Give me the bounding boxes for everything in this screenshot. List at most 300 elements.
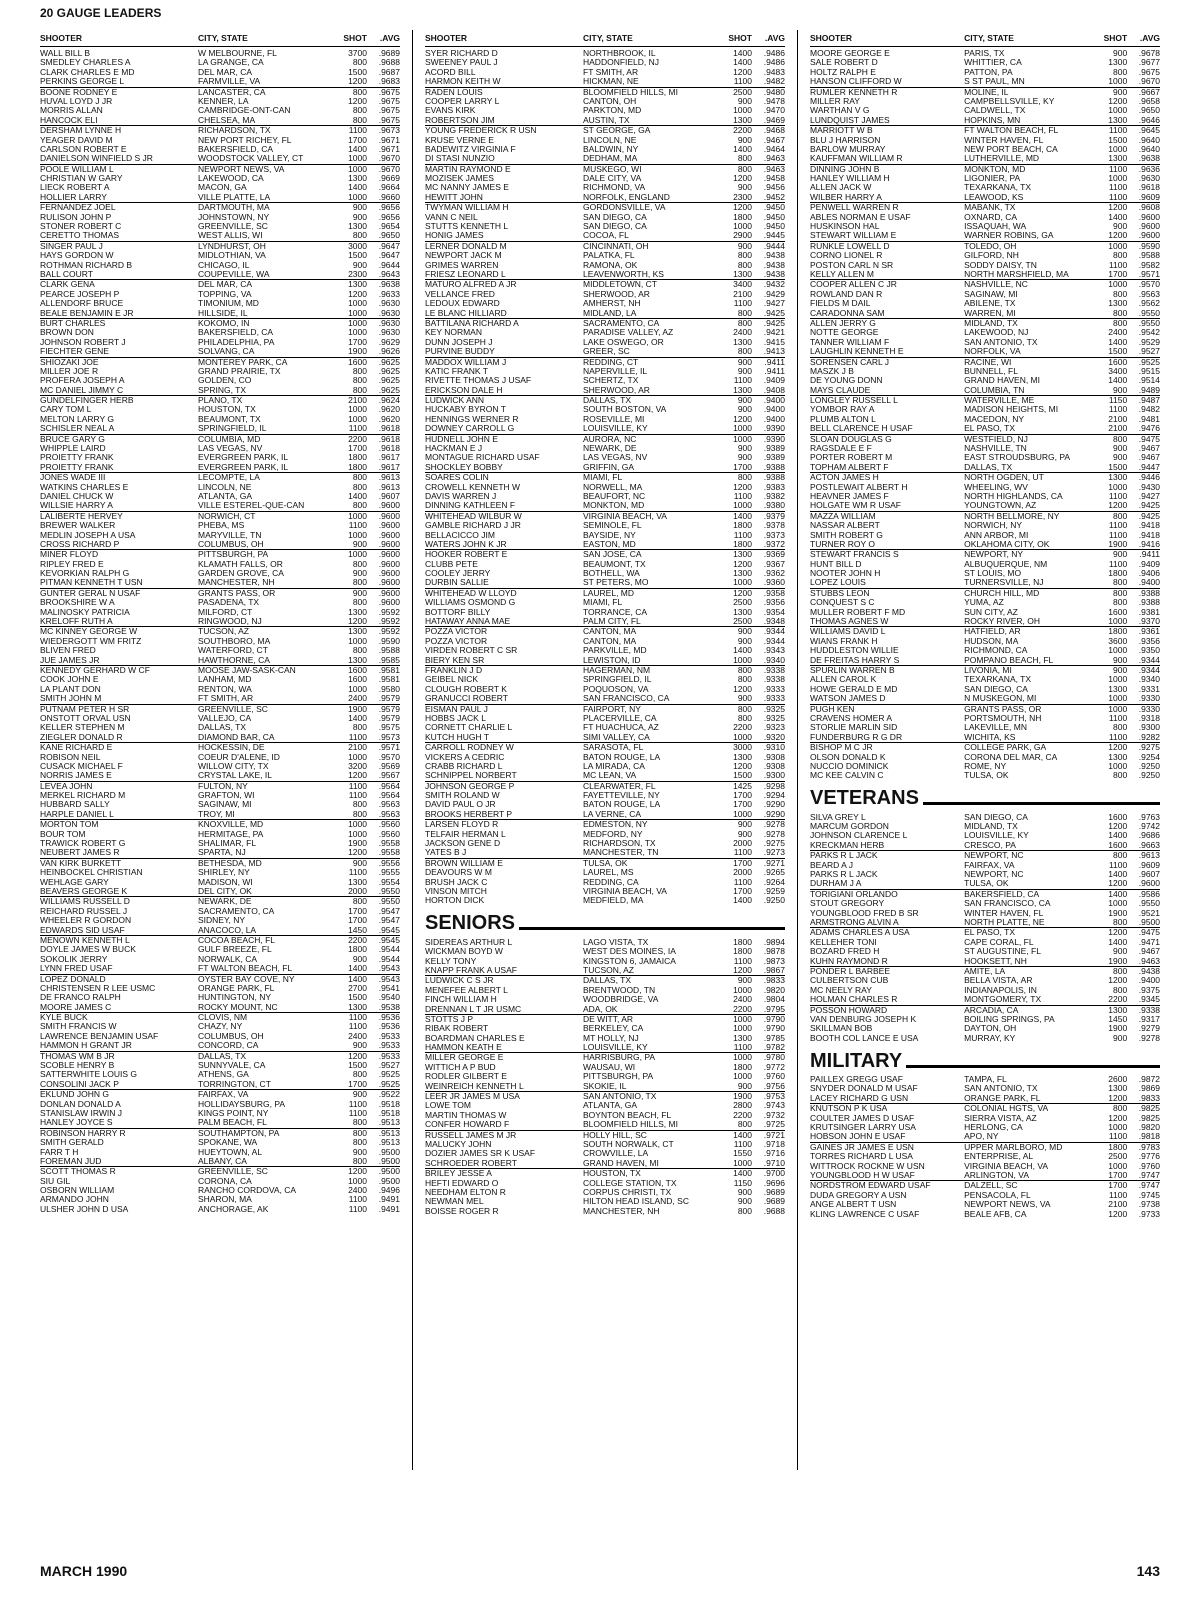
shot-count: 1000 <box>348 549 367 560</box>
shooter-name: RUSSELL JAMES M JR <box>425 1130 517 1140</box>
table-row <box>425 1053 785 1062</box>
shooter-name: LUDWICK C S JR <box>425 976 494 986</box>
shooter-name: PLUMB ALTON L <box>810 414 876 424</box>
average: .9756 <box>763 1080 785 1091</box>
average: .9542 <box>1138 327 1160 338</box>
table-row <box>425 126 785 135</box>
average: .9378 <box>763 520 785 531</box>
shot-count: 1800 <box>733 538 752 549</box>
shot-count: 1200 <box>1108 927 1128 938</box>
shot-count: 900 <box>1113 221 1128 232</box>
shooter-city: AUSTIN, TX <box>583 115 630 125</box>
table-row <box>40 598 400 607</box>
table-row <box>40 492 400 501</box>
shooter-city: LAS VEGAS, NV <box>198 444 263 454</box>
shooter-name: COOK JOHN E <box>40 675 99 685</box>
shooter-name: YOUNGBLOOD FRED B SR <box>810 908 919 918</box>
shot-count: 1200 <box>733 964 752 975</box>
shooter-city: MANCHESTER, NH <box>198 578 275 588</box>
average: .9638 <box>378 279 400 290</box>
table-row <box>810 1024 1160 1033</box>
table-row <box>425 705 785 714</box>
shooter-city: CAPE CORAL, FL <box>964 937 1034 947</box>
shot-count: 1000 <box>348 404 367 415</box>
shot-count: 1000 <box>733 500 752 511</box>
shooter-city: AURORA, NC <box>583 434 637 444</box>
shooter-city: HERMITAGE, PA <box>198 829 264 839</box>
average: .9338 <box>1138 1004 1160 1015</box>
shooter-name: MAYS CLAUDE <box>810 385 871 395</box>
table-row <box>40 435 400 444</box>
table-row <box>425 1024 785 1033</box>
shot-count: 900 <box>737 635 752 646</box>
shot-count: 1300 <box>348 279 367 290</box>
table-row <box>425 753 785 762</box>
table-row <box>40 936 400 945</box>
shot-count: 900 <box>737 626 752 637</box>
shooter-name: WHIPPLE LAIRD <box>40 444 106 454</box>
shooter-name: STOTTS J P <box>425 1014 474 1024</box>
header-city: CITY, STATE <box>964 33 1014 43</box>
shooter-name: ANGE ALBERT T USN <box>810 1200 897 1210</box>
average: .9804 <box>763 994 785 1005</box>
average: .9570 <box>1138 279 1160 290</box>
shot-count: 1100 <box>348 1021 367 1032</box>
average: .9600 <box>378 558 400 569</box>
shot-count: 2600 <box>1108 1074 1128 1085</box>
average: .9547 <box>378 905 400 916</box>
table-row <box>40 993 400 1002</box>
shooter-name: SMITH ROBERT G <box>810 530 883 540</box>
table-row <box>810 578 1160 588</box>
shot-count: 1200 <box>733 683 752 694</box>
shot-count: 1000 <box>733 1071 752 1082</box>
average: .9686 <box>1138 830 1160 841</box>
average: .9400 <box>1138 577 1160 588</box>
table-row <box>40 694 400 704</box>
shooter-name: COOPER ALLEN C JR <box>810 280 897 290</box>
shooter-name: MOORE JAMES C <box>40 1002 112 1012</box>
shot-count: 1700 <box>1108 268 1128 279</box>
shot-count: 900 <box>352 538 367 549</box>
shot-count: 800 <box>737 250 752 261</box>
shooter-name: THOMAS WM B JR <box>40 1051 115 1061</box>
average: .9541 <box>378 982 400 993</box>
shooter-city: FULTON, NY <box>198 781 248 791</box>
table-row <box>40 376 400 385</box>
average: .9432 <box>763 279 785 290</box>
average: .9590 <box>1138 240 1160 251</box>
shooter-city: COEUR D'ALENE, ID <box>198 752 280 762</box>
shooter-name: GAMBLE RICHARD J JR <box>425 521 521 531</box>
shooter-name: BOARDMAN CHARLES E <box>425 1033 525 1043</box>
shooter-city: PHEBA, MS <box>198 521 245 531</box>
shooter-city: BALDWIN, NY <box>583 144 639 154</box>
shooter-name: MASZK J B <box>810 366 854 376</box>
shot-count: 2200 <box>733 125 752 136</box>
shooter-city: GILFORD, NH <box>964 251 1019 261</box>
average: .9613 <box>1138 850 1160 861</box>
shooter-city: CHURCH HILL, MD <box>964 588 1040 598</box>
table-row <box>425 820 785 829</box>
shooter-city: NORTH MARSHFIELD, MA <box>964 269 1069 279</box>
shooter-city: LOUISVILLE, KY <box>964 831 1029 841</box>
average: .9640 <box>1138 134 1160 145</box>
shooter-city: BRENTWOOD, TN <box>583 985 656 995</box>
shot-count: 1000 <box>348 307 367 318</box>
shooter-name: COOLEY JERRY <box>425 569 491 579</box>
shooter-name: RULISON JOHN P <box>40 212 112 222</box>
shooter-city: CANTON, OH <box>583 96 637 106</box>
average: .9543 <box>378 973 400 984</box>
average: .9677 <box>1138 57 1160 68</box>
average: .9456 <box>763 182 785 193</box>
average: .9878 <box>763 946 785 957</box>
shooter-city: COLLEGE STATION, TX <box>583 1178 677 1188</box>
shot-count: 1700 <box>348 1078 367 1089</box>
shooter-name: RADEN LOUIS <box>425 87 483 97</box>
average: .9624 <box>378 395 400 406</box>
average: .9644 <box>378 259 400 270</box>
shooter-city: PORTSMOUTH, NH <box>964 713 1042 723</box>
average: .9630 <box>378 327 400 338</box>
table-row <box>425 492 785 501</box>
average: .9491 <box>378 1203 400 1214</box>
shot-count: 1900 <box>348 703 367 714</box>
average: .9873 <box>763 955 785 966</box>
shooter-city: WHITTIER, CA <box>964 58 1022 68</box>
table-row <box>425 540 785 550</box>
shooter-name: STUTTS KENNETH L <box>425 222 509 232</box>
shooter-name: DOZIER JAMES SR K USAF <box>425 1149 536 1159</box>
shooter-city: JOHNSTOWN, NY <box>198 212 270 222</box>
average: .9480 <box>763 86 785 97</box>
shot-count: 900 <box>737 365 752 376</box>
average: .9607 <box>1138 869 1160 880</box>
table-row <box>40 531 400 540</box>
shot-count: 1300 <box>1108 57 1128 68</box>
average: .9333 <box>763 683 785 694</box>
shooter-name: KELLER STEPHEN M <box>40 723 125 733</box>
shooter-name: DI STASI NUNZIO <box>425 154 495 164</box>
shooter-name: OSBORN WILLIAM <box>40 1186 115 1196</box>
table-row <box>40 926 400 936</box>
shooter-name: LUNDQUIST JAMES <box>810 115 890 125</box>
table-row <box>810 309 1160 319</box>
shooter-name: ARMANDO JOHN <box>40 1195 109 1205</box>
shooter-name: BOTTORF BILLY <box>425 607 491 617</box>
shooter-name: CULBERTSON CUB <box>810 976 889 986</box>
shooter-city: SPRING, TX <box>198 385 247 395</box>
shooter-name: ERICKSON DALE H <box>425 385 503 395</box>
shot-count: 800 <box>1113 722 1128 733</box>
shot-count: 800 <box>737 317 752 328</box>
shooter-name: SORENSEN CARL J <box>810 357 890 367</box>
shooter-name: FERNANDEZ JOEL <box>40 203 116 213</box>
average: .9361 <box>1138 626 1160 637</box>
shooter-city: SHALIMAR, FL <box>198 839 257 849</box>
shooter-name: BALL COURT <box>40 269 93 279</box>
table-row <box>40 955 400 964</box>
average: .9600 <box>378 529 400 540</box>
average: .9790 <box>763 1023 785 1034</box>
table-row <box>40 782 400 791</box>
shooter-city: CORONA DEL MAR, CA <box>964 752 1058 762</box>
average: .9588 <box>1138 250 1160 261</box>
average: .9618 <box>1138 182 1160 193</box>
shooter-city: VIRGINIA BEACH, VA <box>583 511 667 521</box>
shooter-city: GRAND HAVEN, MI <box>964 376 1041 386</box>
average: .9411 <box>764 356 785 367</box>
average: .9298 <box>763 780 785 791</box>
shot-count: 1100 <box>1108 490 1128 501</box>
shooter-name: DAVIS WARREN J <box>425 491 497 501</box>
shooter-city: GARDEN GROVE, CA <box>198 569 284 579</box>
shot-count: 3400 <box>733 279 752 290</box>
shot-count: 900 <box>737 240 752 251</box>
average: .9738 <box>1138 1199 1160 1210</box>
table-row <box>425 251 785 260</box>
table-row <box>40 396 400 405</box>
shooter-name: LAUGHLIN KENNETH E <box>810 347 904 357</box>
shot-count: 1100 <box>733 375 752 386</box>
average: .9689 <box>763 1196 785 1207</box>
table-row <box>425 627 785 636</box>
shooter-name: TURNER ROY O <box>810 539 876 549</box>
shooter-name: SMEDLEY CHARLES A <box>40 58 131 68</box>
shooter-name: PUGH KEN <box>810 704 855 714</box>
average: .9389 <box>763 443 785 454</box>
shooter-city: UPPER MARLBORO, MD <box>964 1142 1063 1152</box>
table-row <box>40 1109 400 1118</box>
shooter-city: NEW PORT BEACH, CA <box>964 144 1058 154</box>
table-row <box>40 453 400 462</box>
shooter-name: BARLOW MURRAY <box>810 144 886 154</box>
shot-count: 1200 <box>733 760 752 771</box>
shooter-city: COCOA BEACH, FL <box>198 935 275 945</box>
table-row <box>425 1063 785 1072</box>
table-row <box>810 656 1160 666</box>
table-row <box>425 578 785 588</box>
average: .9362 <box>763 568 785 579</box>
shooter-city: HOUSTON, TX <box>583 1169 641 1179</box>
shooter-city: WILLOW CITY, TX <box>198 761 269 771</box>
shooter-city: HILLSIDE, IL <box>198 308 248 318</box>
average: .9278 <box>763 828 785 839</box>
shooter-name: SMITH GERALD <box>40 1138 104 1148</box>
table-row <box>425 290 785 299</box>
shooter-city: FT SMITH, AR <box>583 67 639 77</box>
shooter-city: CHAZY, NY <box>198 1022 243 1032</box>
shooter-city: CAMBRIDGE-ONT-CAN <box>198 106 291 116</box>
section-rule <box>923 802 1160 805</box>
shot-count: 1100 <box>733 1042 752 1053</box>
shot-count: 1400 <box>1108 830 1128 841</box>
shot-count: 800 <box>352 558 367 569</box>
shooter-city: BATON ROUGE, LA <box>583 752 661 762</box>
shooter-name: FOREMAN JUD <box>40 1156 102 1166</box>
shot-count: 1500 <box>348 992 367 1003</box>
shooter-name: KNUTSON P K USA <box>810 1104 888 1114</box>
average: .9475 <box>1138 927 1160 938</box>
shooter-name: KLING LAWRENCE C USAF <box>810 1209 920 1219</box>
average: .9447 <box>1138 461 1160 472</box>
average: .9562 <box>1138 298 1160 309</box>
shooter-city: LANHAM, MD <box>198 675 252 685</box>
shooter-city: ATLANTA, GA <box>583 1101 638 1111</box>
shooter-city: RICHARDSON, TX <box>583 839 656 849</box>
shot-count: 800 <box>352 722 367 733</box>
shooter-city: ROCKY RIVER, OH <box>964 617 1041 627</box>
shot-count: 1300 <box>733 1032 752 1043</box>
average: .9742 <box>1138 821 1160 832</box>
header-shot: SHOT <box>1103 33 1128 43</box>
average: .9527 <box>1138 346 1160 357</box>
table-row <box>40 270 400 280</box>
shooter-name: BATTILANA RICHARD A <box>425 318 519 328</box>
shot-count: 800 <box>1113 587 1128 598</box>
shooter-name: MENEFEE ALBERT L <box>425 985 508 995</box>
shooter-city: HOOKSETT, NH <box>964 956 1027 966</box>
shot-count: 1100 <box>348 1098 367 1109</box>
shot-count: 1100 <box>1108 859 1128 870</box>
shooter-city: ALBUQUERQUE, NM <box>964 559 1048 569</box>
average: .9563 <box>378 808 400 819</box>
shooter-name: CARADONNA SAM <box>810 308 885 318</box>
shot-count: 1700 <box>733 857 752 868</box>
table-row <box>40 1100 400 1109</box>
shooter-name: PAILLEX GREGG USAF <box>810 1075 903 1085</box>
shot-count: 1100 <box>1108 1189 1128 1200</box>
table-row <box>425 116 785 126</box>
shooter-city: LOUISVILLE, KY <box>583 1043 648 1053</box>
shot-count: 1000 <box>733 654 752 665</box>
average: .9415 <box>763 336 785 347</box>
shot-count: 1100 <box>348 1203 367 1214</box>
average: .9254 <box>1138 751 1160 762</box>
table-row <box>425 569 785 578</box>
shooter-city: COLUMBUS, OH <box>198 539 264 549</box>
shooter-name: WHITEHEAD W LLOYD <box>425 588 517 598</box>
table-row <box>40 743 400 752</box>
shooter-name: POOLE WILLIAM L <box>40 164 114 174</box>
average: .9273 <box>763 847 785 858</box>
shooter-name: SOKOLIK JERRY <box>40 954 108 964</box>
average: .9317 <box>1138 1013 1160 1024</box>
shooter-name: DURBIN SALLIE <box>425 578 489 588</box>
average: .9825 <box>1138 1103 1160 1114</box>
table-row <box>810 396 1160 405</box>
table-row <box>810 424 1160 434</box>
average: .9647 <box>378 240 400 251</box>
table-row <box>40 1167 400 1176</box>
shooter-city: BAKERSFIELD, CA <box>198 328 274 338</box>
shooter-name: MILLER JOE R <box>40 366 99 376</box>
shot-count: 800 <box>352 645 367 656</box>
table-row <box>40 290 400 299</box>
table-row <box>425 666 785 675</box>
shot-count: 2200 <box>348 934 367 945</box>
shooter-name: JOHNSON GEORGE P <box>425 781 515 791</box>
shooter-city: TORRINGTON, CT <box>198 1079 271 1089</box>
shooter-city: DALLAS, TX <box>964 462 1013 472</box>
table-row <box>810 550 1160 559</box>
shooter-city: BUNNELL, FL <box>964 366 1018 376</box>
shooter-city: LIVONIA, MI <box>964 666 1012 675</box>
shooter-city: DALLAS, TX <box>583 976 632 986</box>
shooter-name: NEEDHAM ELTON R <box>425 1187 506 1197</box>
average: .9544 <box>378 953 400 964</box>
shooter-city: SOUTHBORO, MA <box>198 636 271 646</box>
shot-count: 1100 <box>733 529 752 540</box>
shooter-city: NORTH OGDEN, UT <box>964 473 1044 483</box>
shooter-city: TAMPA, FL <box>964 1075 1007 1085</box>
shot-count: 1100 <box>733 955 752 966</box>
shot-count: 1300 <box>733 606 752 617</box>
shooter-name: JACKSON GENE D <box>425 839 501 849</box>
shooter-name: YOUNGBLOOD H W USAF <box>810 1170 915 1180</box>
shooter-city: SOUTH NORWALK, CT <box>583 1139 674 1149</box>
table-row <box>810 569 1160 578</box>
average: .9609 <box>1138 191 1160 202</box>
shooter-name: BRILEY JESSE A <box>425 1169 492 1179</box>
table-row <box>40 358 400 367</box>
shooter-city: BAKERSFIELD, CA <box>964 889 1040 899</box>
average: .9348 <box>763 616 785 627</box>
average: .9867 <box>763 964 785 975</box>
shot-count: 900 <box>1113 665 1128 675</box>
table-row <box>425 957 785 966</box>
shooter-name: FUNDERBURG R G DR <box>810 732 903 742</box>
average: .9667 <box>1138 86 1160 97</box>
shooter-name: LACEY RICHARD G USN <box>810 1093 909 1103</box>
table-row <box>810 841 1160 851</box>
average: .9646 <box>1138 114 1160 125</box>
average: .9700 <box>763 1168 785 1179</box>
shot-count: 1500 <box>348 66 367 77</box>
average: .9716 <box>763 1148 785 1159</box>
shot-count: 800 <box>352 375 367 386</box>
shooter-name: HEWITT JOHN <box>425 192 483 202</box>
shooter-city: PARADISE VALLEY, AZ <box>583 328 674 338</box>
shooter-city: ROSEVILLE, MI <box>583 414 645 424</box>
shot-count: 1600 <box>1108 356 1128 367</box>
shot-count: 1800 <box>733 936 752 947</box>
shot-count: 900 <box>737 356 752 367</box>
shooter-name: SCHISLER NEAL A <box>40 424 115 434</box>
average: .9350 <box>1138 645 1160 656</box>
average: .9527 <box>378 1060 400 1071</box>
table-row <box>425 694 785 704</box>
table-row <box>40 771 400 781</box>
shooter-city: KLAMATH FALLS, OR <box>198 559 283 569</box>
shooter-city: APO, NY <box>964 1132 999 1142</box>
table-row <box>425 1101 785 1110</box>
average: .9630 <box>378 298 400 309</box>
average: .9743 <box>763 1100 785 1111</box>
shooter-name: HOLTZ RALPH E <box>810 67 876 77</box>
shot-count: 1100 <box>733 876 752 887</box>
table-row <box>40 1129 400 1138</box>
shooter-name: WALL BILL B <box>40 49 91 58</box>
average: .9513 <box>378 1137 400 1148</box>
average: .9625 <box>378 356 400 367</box>
average: .9469 <box>763 114 785 125</box>
average: .9563 <box>378 799 400 810</box>
table-row <box>425 762 785 771</box>
shooter-name: SMITH FRANCIS W <box>40 1022 117 1032</box>
average: .9382 <box>763 490 785 501</box>
